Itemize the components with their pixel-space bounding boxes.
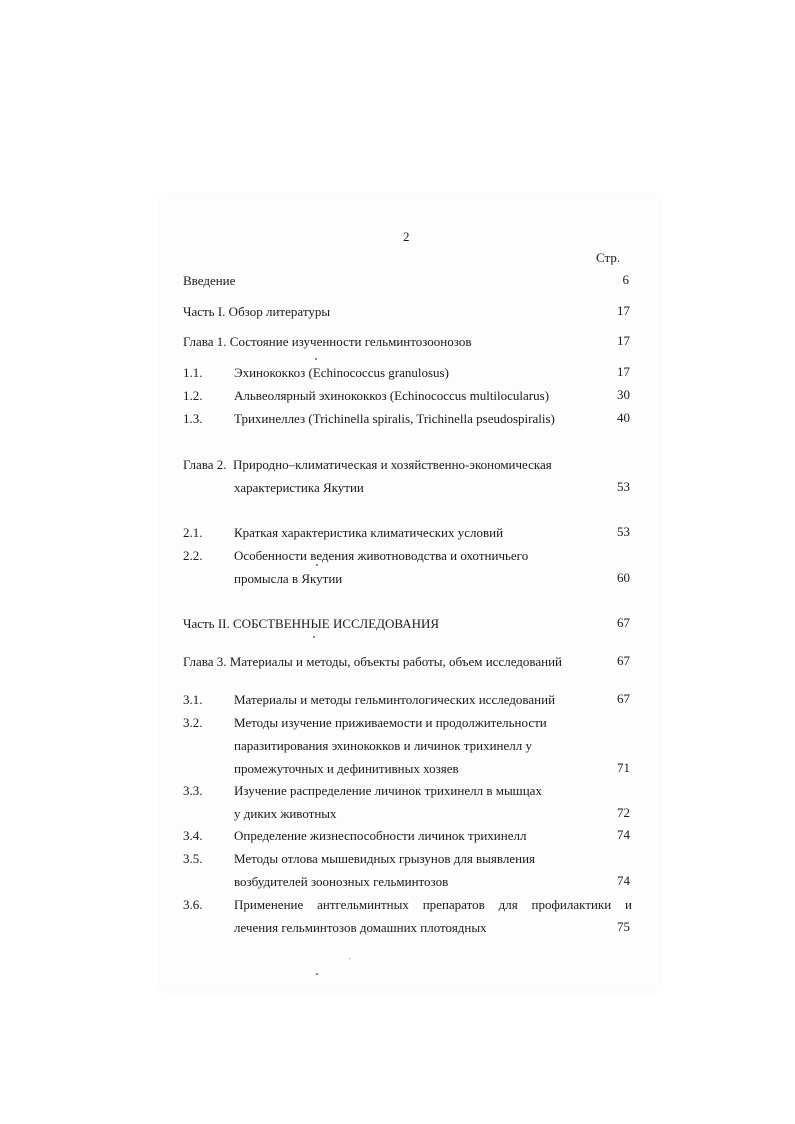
toc-ch3-title: Глава 3. Материалы и методы, объекты работы, объем исследований	[183, 654, 563, 669]
toc-s3-1-title: Материалы и методы гельминтологических исследований	[234, 692, 556, 707]
toc-part2-title: Часть II. СОБСТВЕННЫЕ ИССЛЕДОВАНИЯ	[183, 616, 440, 631]
toc-s2-1-number: 2.1.	[183, 525, 203, 540]
toc-s3-6-title-line1: Применение антгельминтных препаратов для профилактики и	[234, 897, 632, 912]
toc-part1-title: Часть I. Обзор литературы	[183, 304, 331, 319]
toc-s3-4-number: 3.4.	[183, 828, 203, 843]
toc-s1-1-number: 1.1.	[183, 365, 203, 380]
toc-s1-3-page: 40	[617, 410, 630, 425]
toc-s3-6-number: 3.6.	[183, 897, 203, 912]
toc-s1-1-page: 17	[617, 364, 630, 379]
toc-s3-4-page: 74	[617, 827, 630, 842]
page-column-header: Стр.	[596, 250, 621, 265]
toc-s1-1-title: Эхинококкоз (Echinococcus granulosus)	[234, 365, 449, 380]
toc-ch1-page: 17	[617, 333, 630, 348]
toc-s1-2-title: Альвеолярный эхинококкоз (Echinococcus multilocularus)	[234, 388, 550, 403]
toc-s3-1-number: 3.1.	[183, 692, 203, 707]
toc-s3-2-page: 71	[617, 760, 630, 775]
toc-s3-5-title-line1: Методы отлова мышевидных грызунов для выявления	[234, 851, 536, 866]
toc-s1-3-number: 1.3.	[183, 411, 203, 426]
toc-s2-1-page: 53	[617, 524, 630, 539]
toc-s3-2-title-line2: паразитирования эхинококков и личинок трихинелл у	[234, 738, 532, 753]
toc-ch2-title-line2: характеристика Якутии	[234, 480, 364, 495]
scan-speck	[316, 564, 318, 566]
scan-speck	[316, 973, 318, 975]
toc-s3-1-page: 67	[617, 691, 630, 706]
toc-s3-2-title-line3: промежуточных и дефинитивных хозяев	[234, 761, 459, 776]
toc-s2-2-title-line2: промысла в Якутии	[234, 571, 343, 586]
toc-s3-3-title-line2: у диких животных	[234, 806, 337, 821]
toc-intro-title: Введение	[183, 273, 236, 288]
toc-s3-5-number: 3.5.	[183, 851, 203, 866]
toc-s3-2-number: 3.2.	[183, 715, 203, 730]
scan-speck	[313, 636, 315, 638]
toc-s2-2-title-line1: Особенности ведения животноводства и охотничьего	[234, 548, 529, 563]
toc-s2-2-number: 2.2.	[183, 548, 203, 563]
toc-s3-6-page: 75	[617, 919, 630, 934]
toc-part2-page: 67	[617, 615, 630, 630]
toc-ch2-page: 53	[617, 479, 630, 494]
toc-s3-3-page: 72	[617, 805, 630, 820]
toc-ch3-page: 67	[617, 653, 630, 668]
toc-s3-6-title-line2: лечения гельминтозов домашних плотоядных	[234, 920, 487, 935]
toc-part1-page: 17	[617, 303, 630, 318]
toc-s3-3-title-line1: Изучение распределение личинок трихинелл в мышцах	[234, 783, 542, 798]
toc-ch2-title-line1: Глава 2. Природно–климатическая и хозяйственно-экономическая	[183, 457, 552, 472]
toc-s1-2-number: 1.2.	[183, 388, 203, 403]
toc-s3-2-title-line1: Методы изучение приживаемости и продолжительности	[234, 715, 547, 730]
toc-s3-5-page: 74	[617, 873, 630, 888]
toc-s1-2-page: 30	[617, 387, 630, 402]
scan-speck	[315, 358, 317, 360]
toc-s1-3-title: Трихинеллез (Trichinella spiralis, Trichinella pseudospiralis)	[234, 411, 555, 426]
toc-intro-page: 6	[622, 272, 629, 287]
toc-ch1-title: Глава 1. Состояние изученности гельминтозоонозов	[183, 334, 472, 349]
toc-s3-3-number: 3.3.	[183, 783, 203, 798]
page-number: 2	[403, 229, 410, 244]
toc-s3-4-title: Определение жизнеспособности личинок трихинелл	[234, 828, 527, 843]
toc-s2-1-title: Краткая характеристика климатических условий	[234, 525, 504, 540]
toc-s2-2-page: 60	[617, 570, 630, 585]
scan-speck	[349, 958, 350, 959]
toc-s3-5-title-line2: возбудителей зоонозных гельминтозов	[234, 874, 449, 889]
